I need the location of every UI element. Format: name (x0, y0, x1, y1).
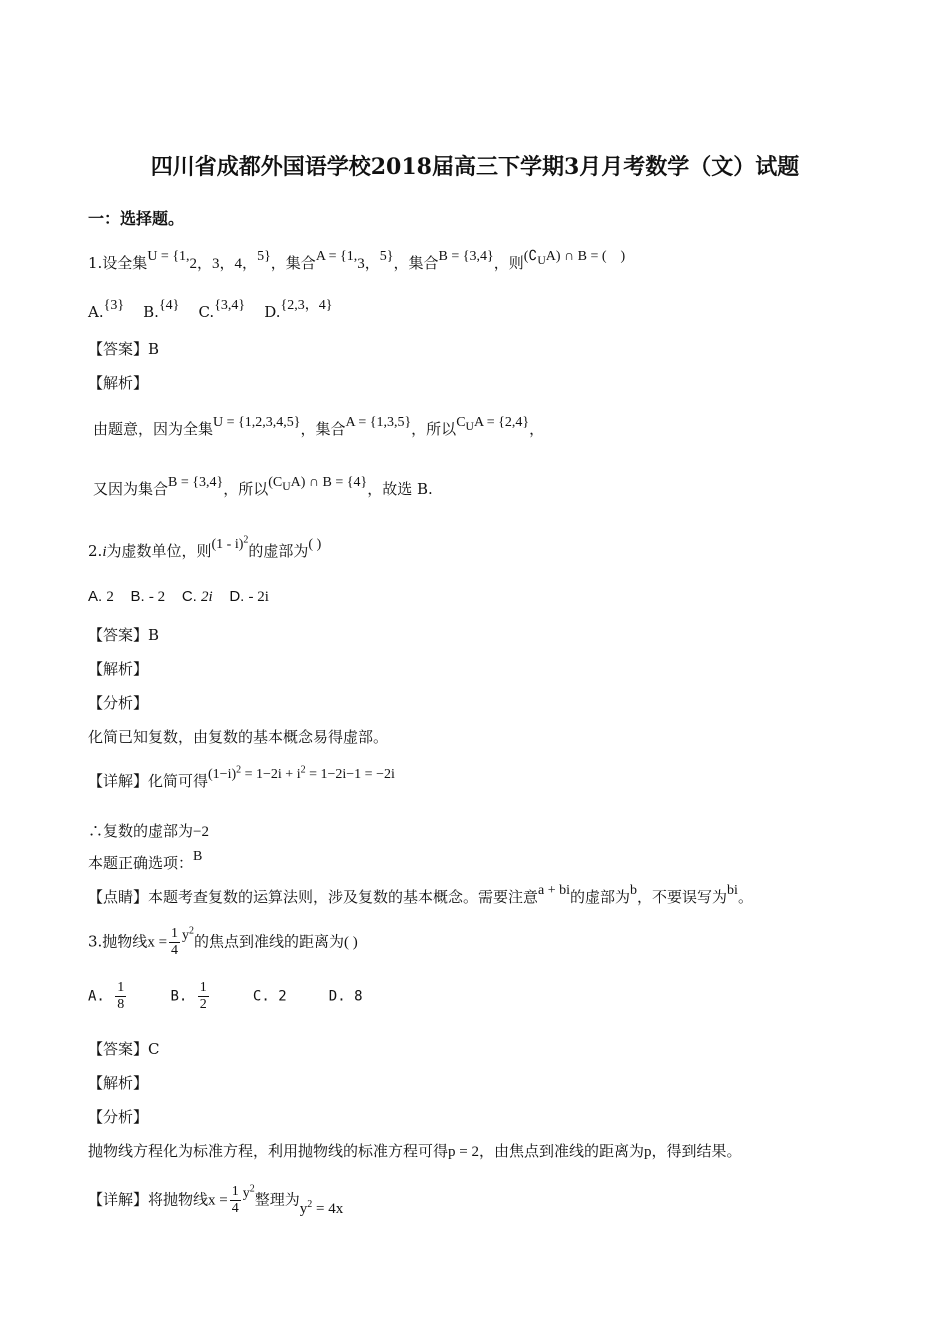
q2-therefore: ∴复数的虚部为−2 (88, 822, 209, 840)
q1-set-u: U = {1, (147, 249, 190, 264)
q1-set-a-end: 5} (379, 249, 394, 264)
q1-set-a-rest: 3， (357, 256, 380, 272)
q3-answer: 【答案】C (88, 1040, 160, 1058)
q1-option-b: {4} (158, 298, 180, 313)
fraction: $\frac{1}{4}$ (171, 926, 179, 958)
q1-prefix: 1.设全集 (88, 254, 148, 272)
q1-text: ，则 (493, 254, 524, 272)
section-heading: 一：选择题。 (88, 209, 185, 228)
question-3: 3.抛物线x = $\frac{1}{4}$ $y^2$的焦点到准线的距离为( ) (88, 924, 358, 958)
q3-detail: 【详解】将抛物线x = $\frac{1}{4}$ $y^2$整理为$y^2 = 4x$ (88, 1182, 344, 1217)
q1-set-u-end: 5} (257, 249, 271, 264)
q1-solution-line1: 由题意，因为全集U = {1,2,3,4,5}，集合A = {1,3,5}，所以$C_UA = \{2,4\}$， (93, 415, 545, 438)
q2-option-a: 2 (106, 589, 114, 605)
q2-fenxi: 【分析】 (88, 694, 149, 712)
q1-set-b: B = {3,4} (438, 249, 494, 264)
q2-option-d: - 2i (248, 589, 269, 605)
q3-option-b: $\frac{1}{2}$ (199, 980, 207, 1012)
q1-option-a: {3} (103, 298, 125, 313)
q1-option-d-label: D. (264, 303, 281, 321)
q1-option-b-label: B. (143, 303, 159, 321)
question-1 (88, 249, 626, 275)
q1-option-c-label: C. (198, 303, 215, 321)
q3-options: A. $\frac{1}{8}$ B. $\frac{1}{2}$ C. 2 D. 8 (88, 980, 363, 1012)
q2-fenxi-text: 化简已知复数，由复数的基本概念易得虚部。 (88, 728, 389, 746)
q2-analysis: 【解析】 (88, 660, 149, 678)
q3-option-a: $\frac{1}{8}$ (117, 980, 125, 1012)
q1-option-c: {3,4} (214, 298, 246, 313)
q3-fenxi: 【分析】 (88, 1108, 149, 1126)
q2-detail: 【详解】化简可得$(1-i)^2 = 1-2i + i^2 = 1-2i-1 = -2i$ (88, 764, 395, 790)
q1-option-a-label: A. (88, 303, 104, 321)
imaginary-unit: i (102, 544, 107, 560)
q1-expr: $(∁_UA)$ ∩ B = ( ) (523, 249, 626, 267)
q2-options: A. 2 B. - 2 C. 2i D. - 2i (88, 588, 269, 605)
q1-answer: 【答案】B (88, 340, 160, 358)
question-2: 2.i为虚数单位，则(1 - i)$^2$的虚部为( ) (88, 534, 322, 560)
q3-analysis: 【解析】 (88, 1074, 149, 1092)
q1-text: ，集合 (270, 254, 316, 272)
q2-option-c: 2i (200, 589, 213, 605)
q1-options (88, 298, 333, 322)
q2-option-b: - 2 (148, 589, 166, 605)
q2-correct: 本题正确选项：B (88, 849, 203, 872)
q2-note: 【点睛】本题考查复数的运算法则，涉及复数的基本概念。需要注意a + bi的虚部为b，不要误写为bi。 (88, 883, 753, 906)
q1-analysis: 【解析】 (88, 374, 149, 392)
q3-option-d: D. 8 (328, 988, 363, 1005)
q3-fenxi-text: 抛物线方程化为标准方程，利用抛物线的标准方程可得p = 2，由焦点到准线的距离为p，得到结果。 (88, 1142, 742, 1160)
page-title: 四川省成都外国语学校2018届高三下学期3月月考数学（文）试题 (150, 154, 800, 180)
q1-set-u-rest: 2，3，4， (189, 256, 258, 272)
q1-option-d: {2,3，4} (280, 298, 333, 313)
q1-text: ，集合 (393, 254, 439, 272)
q1-solution-line2: 又因为集合B = {3,4}，所以$(C_UA)$ ∩ B = {4}，故选 B. (93, 475, 433, 498)
q2-answer: 【答案】B (88, 626, 160, 644)
q1-set-a: A = {1, (315, 249, 358, 264)
q3-option-c: C. 2 (252, 988, 287, 1005)
